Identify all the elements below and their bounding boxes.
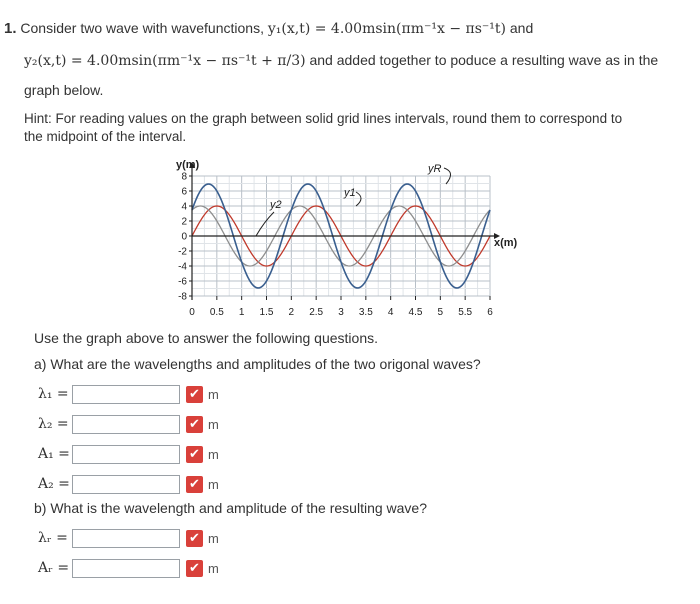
part-a-answer-input-2[interactable] <box>72 445 180 464</box>
part-a-label-3: A₂ = <box>38 476 70 492</box>
question-intro: Consider two wave with wavefunctions, <box>20 20 264 36</box>
hint-line-1: Hint: For reading values on the graph between solid grid lines intervals, round them to correspond to <box>24 111 623 126</box>
part-a-label-1: λ₂ = <box>38 416 69 432</box>
part-b-label-0: λᵣ = <box>38 530 68 546</box>
wave1-equation: y₁(x,t) = 4.00msin(πm⁻¹x − πs⁻¹t) <box>267 21 506 37</box>
x-tick-label: 4 <box>387 307 394 318</box>
x-tick-label: 0.5 <box>209 307 224 318</box>
question-number: 1. <box>4 20 17 37</box>
part-a-unit-2: m <box>208 447 219 462</box>
wave2-equation: y₂(x,t) = 4.00msin(πm⁻¹x − πs⁻¹t + π/3) <box>24 53 306 69</box>
y-tick-label: 8 <box>181 171 187 183</box>
part-b-unit-0: m <box>208 531 219 546</box>
instruction-text: Use the graph above to answer the following questions. <box>34 330 378 346</box>
y-tick-label: -8 <box>178 291 187 303</box>
x-tick-label: 3 <box>338 307 344 318</box>
part-a-unit-1: m <box>208 417 219 432</box>
y-axis-label: y(m) <box>176 159 200 171</box>
part-a-label-0: λ₁ = <box>38 386 69 402</box>
check-icon: ✔ <box>186 530 203 547</box>
check-icon: ✔ <box>186 476 203 493</box>
y1-label: y1 <box>344 187 356 199</box>
y2-pointer <box>256 212 274 236</box>
part-b-answer-input-1[interactable] <box>72 559 180 578</box>
check-icon: ✔ <box>186 446 203 463</box>
wave-graph <box>160 152 520 322</box>
y-tick-label: 2 <box>181 216 187 228</box>
part-a-label-2: A₁ = <box>38 446 70 462</box>
y-tick-label: 0 <box>181 231 187 243</box>
x-tick-label: 5.5 <box>458 307 473 318</box>
check-icon: ✔ <box>186 386 203 403</box>
graph-axes <box>189 162 500 300</box>
x-tick-label: 2.5 <box>309 307 324 318</box>
y2-label: y2 <box>270 199 282 211</box>
part-a-answer-input-1[interactable] <box>72 415 180 434</box>
check-icon: ✔ <box>186 560 203 577</box>
question-line-2 <box>24 52 658 69</box>
x-tick-label: 6 <box>487 307 493 318</box>
part-a-unit-0: m <box>208 387 219 402</box>
question-line-3: graph below. <box>24 82 104 98</box>
part-b-text: b) What is the wavelength and amplitude of the resulting wave? <box>34 500 428 516</box>
x-tick-label: 2 <box>288 307 295 318</box>
y-tick-label: 6 <box>181 186 187 198</box>
part-b-label-1: Aᵣ = <box>38 560 70 576</box>
part-a-answer-input-0[interactable] <box>72 385 180 404</box>
part-b-unit-1: m <box>208 561 219 576</box>
x-tick-label: 1 <box>238 307 245 318</box>
check-icon: ✔ <box>186 416 203 433</box>
x-tick-label: 4.5 <box>408 307 423 318</box>
part-a-text: a) What are the wavelengths and amplitudes of the two origonal waves? <box>34 356 481 372</box>
yR-label: yR <box>428 163 442 175</box>
x-axis-label: x(m) <box>494 237 518 249</box>
x-tick-label: 1.5 <box>259 307 274 318</box>
part-a-unit-3: m <box>208 477 219 492</box>
and-word: and <box>509 20 534 36</box>
y-tick-label: -4 <box>178 261 187 273</box>
x-tick-label: 0 <box>189 307 195 318</box>
y-tick-label: -2 <box>178 246 187 258</box>
part-a-answer-input-3[interactable] <box>72 475 180 494</box>
x-tick-label: 5 <box>437 307 444 318</box>
question-line-1 <box>4 20 533 37</box>
y-tick-label: 4 <box>181 201 187 213</box>
y-tick-label: -6 <box>178 276 187 288</box>
hint-line-2: the midpoint of the interval. <box>24 129 187 144</box>
question-line2-tail: and added together to poduce a resulting wave as in the <box>309 52 659 68</box>
x-tick-label: 3.5 <box>358 307 373 318</box>
part-b-answer-input-0[interactable] <box>72 529 180 548</box>
